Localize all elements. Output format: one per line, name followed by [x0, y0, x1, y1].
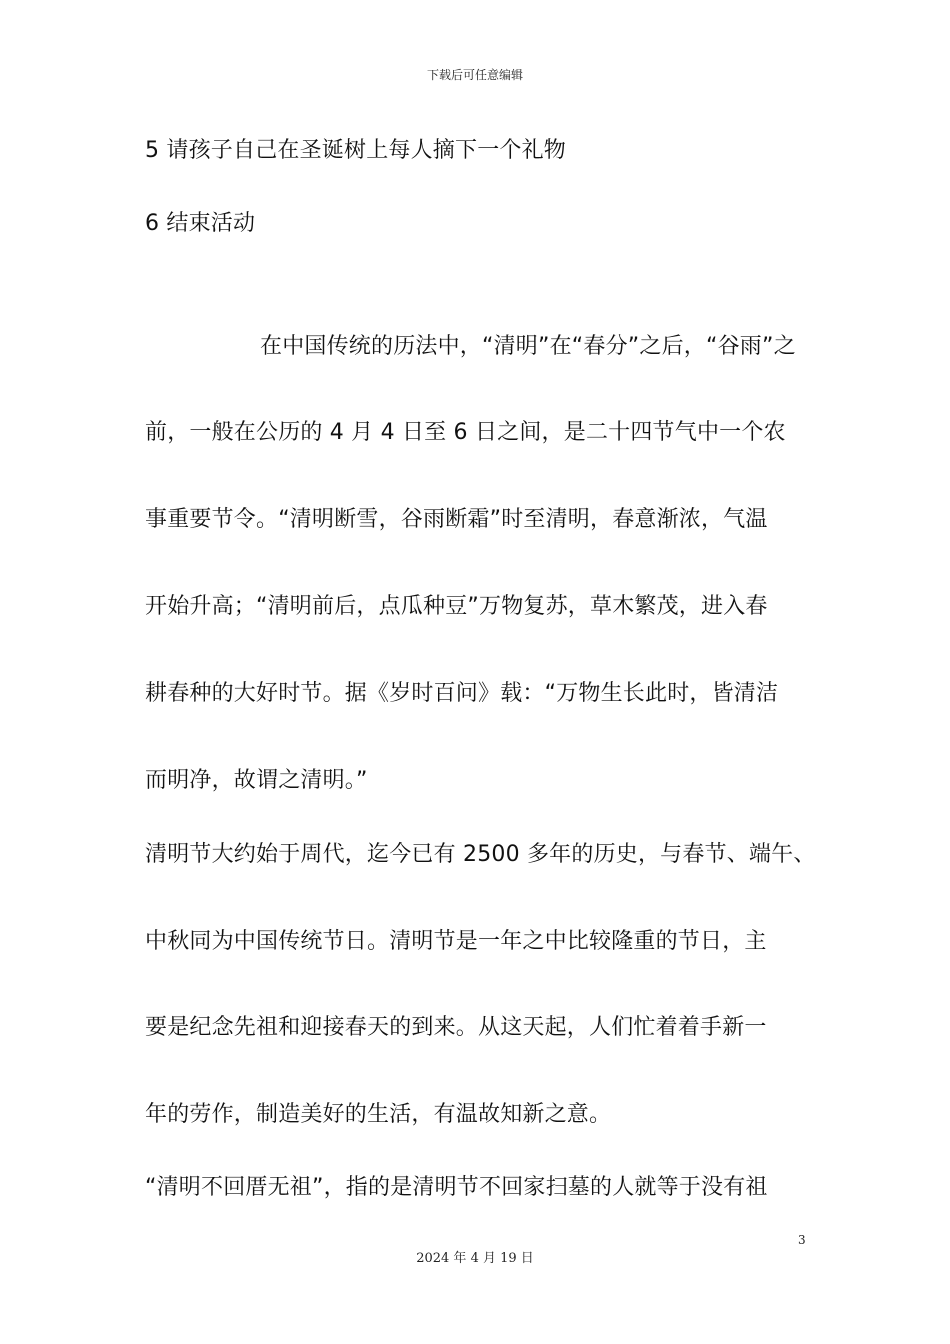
paragraph-line: 年的劳作，制造美好的生活，有温故知新之意。 [145, 1102, 612, 1127]
footer-date: 2024 年 4 月 19 日 [416, 1251, 534, 1266]
page-number: 3 [798, 1233, 806, 1247]
page-header: 下载后可任意编辑 [426, 68, 523, 82]
paragraph-line: 清明节大约始于周代，迄今已有 2500 多年的历史，与春节、端午、 [145, 842, 816, 867]
paragraph-line: 耕春种的大好时节。据《岁时百问》载：“万物生长此时，皆清洁 [145, 681, 779, 706]
paragraph-line: 要是纪念先祖和迎接春天的到来。从这天起，人们忙着着手新一 [145, 1015, 767, 1040]
paragraph-line: 前，一般在公历的 4 月 4 日至 6 日之间，是二十四节气中一个农 [145, 420, 786, 445]
paragraph-line: “清明不回厝无祖”，指的是清明节不回家扫墓的人就等于没有祖 [145, 1175, 768, 1200]
list-item-step-6: 6 结束活动 [145, 211, 256, 236]
paragraph-line: 而明净，故谓之清明。” [145, 768, 368, 793]
paragraph-line: 事重要节令。“清明断雪，谷雨断霜”时至清明，春意渐浓，气温 [145, 507, 768, 532]
list-item-step-5: 5 请孩子自己在圣诞树上每人摘下一个礼物 [145, 138, 566, 163]
paragraph-line: 中秋同为中国传统节日。清明节是一年之中比较隆重的节日，主 [145, 929, 767, 954]
paragraph-line: 在中国传统的历法中，“清明”在“春分”之后，“谷雨”之 [260, 334, 796, 359]
paragraph-line: 开始升高；“清明前后，点瓜种豆”万物复苏，草木繁茂，进入春 [145, 594, 768, 619]
